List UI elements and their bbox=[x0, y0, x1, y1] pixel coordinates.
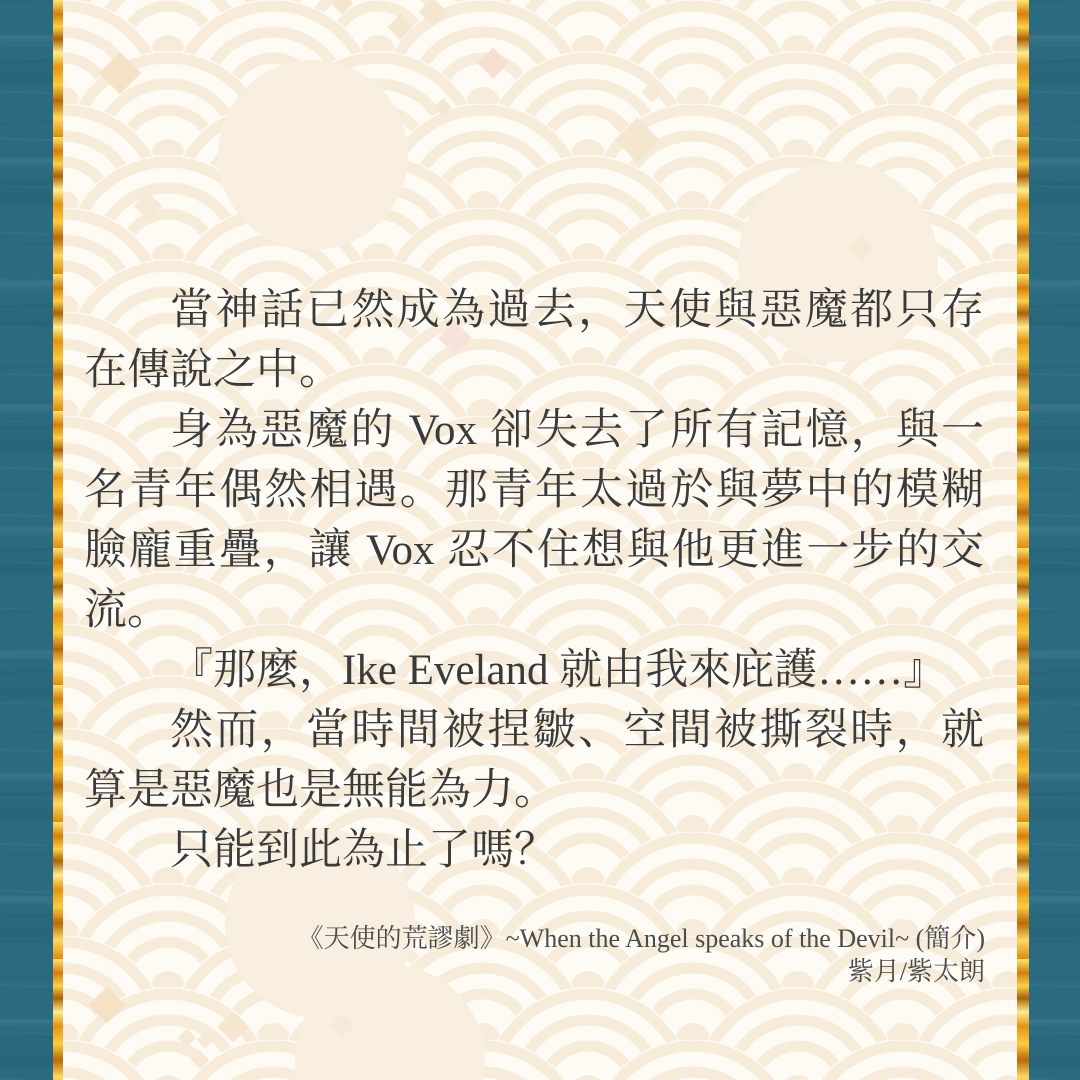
content-area bbox=[63, 0, 1017, 1080]
title-credit-caption bbox=[298, 922, 985, 988]
right-gold-foil-strip bbox=[1017, 0, 1029, 1080]
author-line: 紫月/紫太朗 bbox=[847, 957, 985, 986]
left-gold-foil-strip bbox=[53, 0, 63, 1080]
synopsis-paragraph: 當神話已然成為過去，天使與惡魔都只存在傳說之中。 bbox=[84, 287, 984, 394]
synopsis-paragraph: 只能到此為止了嗎？ bbox=[170, 827, 557, 874]
synopsis-paragraph: 然而，當時間被捏皺、空間被撕裂時，就算是惡魔也是無能為力。 bbox=[84, 707, 984, 814]
synopsis-paragraph: 身為惡魔的 Vox 卻失去了所有記憶，與一名青年偶然相遇。那青年太過於與夢中的模糊臉龐重疊，讓 Vox 忍不住想與他更進一步的交流。 bbox=[84, 407, 984, 634]
work-title-line: 《天使的荒謬劇》~When the Angel speaks of the Devil~ (簡介) bbox=[297, 924, 985, 953]
synopsis-paragraph: 『那麼，Ike Eveland 就由我來庇護……』 bbox=[170, 647, 947, 694]
synopsis-text-block bbox=[84, 281, 984, 881]
left-teal-border bbox=[0, 0, 53, 1080]
right-teal-border bbox=[1029, 0, 1080, 1080]
